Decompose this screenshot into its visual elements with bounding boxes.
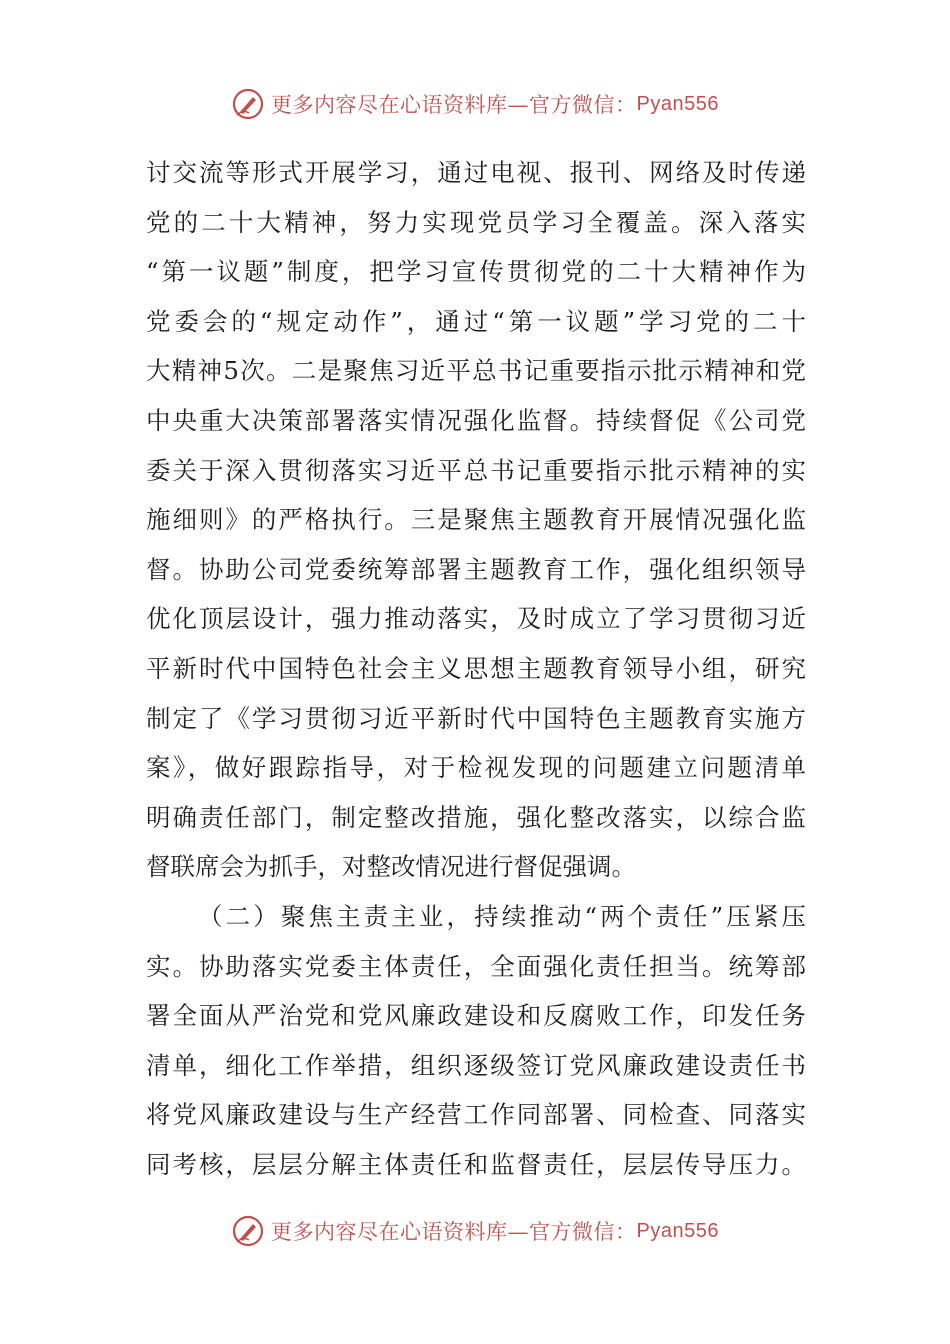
text-line: 平新时代中国特色社会主义思想主题教育领导小组，研究 <box>146 653 806 683</box>
text-line: 中央重大决策部署落实情况强化监督。持续督促《公司党 <box>146 405 806 435</box>
text-line: 大精神5次。二是聚焦习近平总书记重要指示批示精神和党 <box>146 356 806 386</box>
text-line: 督联席会为抓手，对整改情况进行督促强调。 <box>146 852 636 882</box>
text-line: 清单，细化工作举措，组织逐级签订党风廉政建设责任书 <box>146 1050 806 1080</box>
document-body <box>146 148 806 1189</box>
text-line: 同考核，层层分解主体责任和监督责任，层层传导压力。 <box>146 1149 806 1179</box>
text-line: 将党风廉政建设与生产经营工作同部署、同检查、同落实 <box>146 1100 806 1130</box>
pen-logo-icon <box>231 87 265 121</box>
banner-text: 更多内容尽在心语资料库—官方微信： <box>271 1220 637 1244</box>
banner-text: 更多内容尽在心语资料库—官方微信： <box>271 93 637 117</box>
text-line: 实。协助落实党委主体责任，全面强化责任担当。统筹部 <box>146 951 806 981</box>
text-line: 署全面从严治党和党风廉政建设和反腐败工作，印发任务 <box>146 1001 806 1031</box>
section-heading-line: （二）聚焦主责主业，持续推动“两个责任”压紧压 <box>198 901 806 931</box>
text-line: 讨交流等形式开展学习，通过电视、报刊、网络及时传递 <box>146 158 806 187</box>
text-line: 制定了《学习贯彻习近平新时代中国特色主题教育实施方 <box>146 703 806 733</box>
pen-logo-icon <box>231 1214 265 1248</box>
header-banner <box>0 84 950 124</box>
banner-wechat-id: Pyan556 <box>636 92 719 115</box>
banner-wechat-id: Pyan556 <box>636 1219 719 1242</box>
text-line: 优化顶层设计，强力推动落实，及时成立了学习贯彻习近 <box>146 604 806 634</box>
text-line: 党的二十大精神，努力实现党员学习全覆盖。深入落实 <box>146 207 806 237</box>
text-line: 委关于深入贯彻落实习近平总书记重要指示批示精神的实 <box>146 455 806 485</box>
text-line: 案》，做好跟踪指导，对于检视发现的问题建立问题清单 <box>146 753 806 783</box>
text-line: 施细则》的严格执行。三是聚焦主题教育开展情况强化监 <box>146 505 806 535</box>
text-line: 明确责任部门，制定整改措施，强化整改落实，以综合监 <box>146 802 806 832</box>
text-line: 督。协助公司党委统筹部署主题教育工作，强化组织领导 <box>146 554 806 584</box>
text-line: “第一议题”制度，把学习宣传贯彻党的二十大精神作为 <box>146 257 806 287</box>
text-line: 党委会的“规定动作”，通过“第一议题”学习党的二十 <box>146 306 806 336</box>
footer-banner <box>0 1211 950 1251</box>
